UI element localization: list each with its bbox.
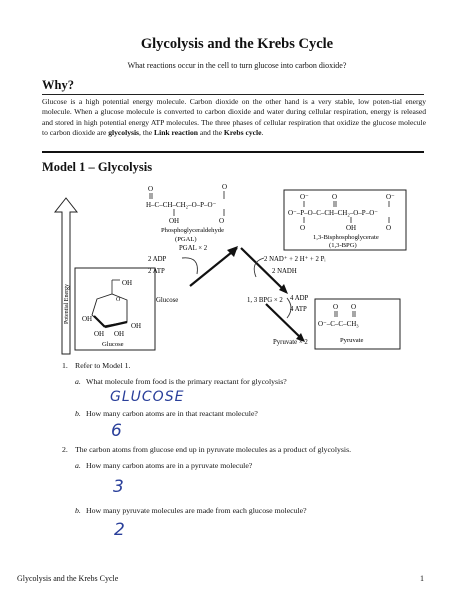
- pyruvate-name: Pyruvate: [340, 337, 364, 344]
- glucose-molecule: [75, 268, 155, 350]
- q1a-text: What molecule from food is the primary reactant for glycolysis?: [86, 377, 287, 386]
- term-glycolysis: glycolysis: [108, 128, 140, 138]
- adp4-label: 4 ADP: [290, 295, 309, 302]
- adp-in-label: 2 ADP: [148, 256, 167, 263]
- pyruvate-molecule: [315, 299, 400, 349]
- pgal-abbr: (PGAL): [175, 236, 197, 243]
- nad-in-label: 2 NAD⁺ + 2 H⁺ + 2 Pᵢ: [264, 256, 326, 263]
- q2-number: 2.: [62, 445, 68, 454]
- q2a-letter: a.: [75, 461, 81, 470]
- q1b-answer[interactable]: 6: [111, 421, 122, 441]
- q2b-letter: b.: [75, 506, 81, 515]
- pyruvate-formula: O⁻–C–C–CH₃: [318, 320, 359, 328]
- why-rule: [42, 94, 424, 95]
- potential-energy-arrow: [55, 198, 77, 354]
- bpg-molecule: [284, 190, 406, 250]
- bpg-x2-label: 1, 3 BPG × 2: [247, 297, 283, 304]
- model-heading: Model 1 – Glycolysis: [42, 160, 153, 174]
- q2b-answer[interactable]: 2: [114, 520, 125, 540]
- svg-text:O: O: [300, 224, 306, 232]
- why-paragraph: Glucose is a high potential energy molecule. Carbon dioxide on the other hand is a very stable, low poten-tial energy molecule. When a glucose molecule is converted to carbon dioxide and water during cellular respiration, energy is released and stored in high potential energy ATP molecules. The three phases of cellular respiration that oxidize the glucose molecule to carbon dioxide are glycolysis, the Link reaction and the Krebs cycle.: [42, 97, 426, 138]
- svg-text:O⁻: O⁻: [386, 193, 395, 201]
- svg-text:OH: OH: [346, 224, 357, 232]
- pgal-formula: H–C–CH–CH₂–O–P–O⁻: [146, 201, 217, 209]
- page-subtitle: What reactions occur in the cell to turn glucose into carbon dioxide?: [127, 61, 347, 70]
- svg-text:O⁻: O⁻: [300, 193, 309, 201]
- q1-number: 1.: [62, 361, 68, 370]
- svg-text:OH: OH: [94, 330, 105, 338]
- potential-energy-label: Potential Energy: [64, 283, 70, 325]
- q1a-answer[interactable]: GLUCOSE: [110, 389, 185, 405]
- term-link-reaction: Link reaction: [154, 128, 198, 138]
- term-krebs-cycle: Krebs cycle: [223, 128, 262, 138]
- svg-text:O: O: [116, 297, 121, 303]
- svg-text:OH: OH: [114, 330, 125, 338]
- glucose-name: Glucose: [102, 341, 124, 348]
- why-bottom-rule: [42, 151, 424, 153]
- pyruvate-x2-label: Pyruvate × 2: [273, 339, 308, 346]
- svg-text:OH: OH: [82, 315, 93, 323]
- glycolysis-diagram: [42, 176, 432, 356]
- pgal-name: Phosphoglyceraldehyde: [161, 227, 224, 234]
- svg-text:O: O: [219, 217, 225, 225]
- page-title: Glycolysis and the Krebs Cycle: [140, 36, 334, 52]
- svg-text:O: O: [386, 224, 392, 232]
- q1b-letter: b.: [75, 409, 81, 418]
- footer-title: Glycolysis and the Krebs Cycle: [17, 574, 119, 583]
- q1b-text: How many carbon atoms are in that reactant molecule?: [86, 409, 258, 418]
- glucose-label: Glucose: [156, 297, 179, 304]
- svg-text:O: O: [222, 183, 228, 191]
- svg-text:O: O: [351, 303, 357, 311]
- svg-text:OH: OH: [131, 322, 142, 330]
- q1a-letter: a.: [75, 377, 81, 386]
- nadh-out-label: 2 NADH: [272, 268, 297, 275]
- bpg-abbr: (1,3-BPG): [329, 242, 357, 249]
- q2a-answer[interactable]: 3: [113, 477, 124, 497]
- pgal-x2-label: PGAL × 2: [179, 245, 208, 252]
- svg-text:O: O: [332, 193, 338, 201]
- bpg-formula: O⁻–P–O–C–CH–CH₂–O–P–O⁻: [288, 209, 378, 217]
- svg-text:OH: OH: [169, 217, 180, 225]
- q2-text: The carbon atoms from glucose end up in pyruvate molecules as a product of glycolysis.: [75, 445, 352, 454]
- atp-out-label: 2 ATP: [148, 268, 165, 275]
- q2a-text: How many carbon atoms are in a pyruvate molecule?: [86, 461, 253, 470]
- atp4-label: 4 ATP: [290, 306, 307, 313]
- bpg-name: 1,3-Bisphosphoglycerate: [313, 234, 379, 241]
- page-number: 1: [420, 574, 424, 583]
- pgal-molecule: [146, 183, 227, 243]
- svg-text:O: O: [148, 185, 154, 193]
- svg-text:OH: OH: [122, 279, 133, 287]
- q2b-text: How many pyruvate molecules are made from each glucose molecule?: [86, 506, 307, 515]
- why-heading: Why?: [42, 78, 74, 92]
- svg-text:O: O: [333, 303, 339, 311]
- q1-text: Refer to Model 1.: [75, 361, 131, 370]
